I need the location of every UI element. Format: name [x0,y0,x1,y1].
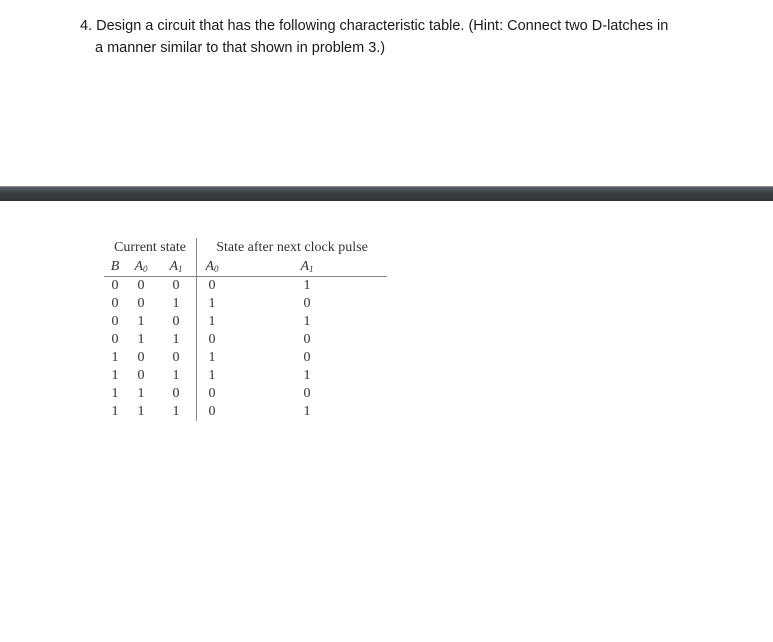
next-state-header: State after next clock pulse [197,238,388,258]
cell-a1: 0 [172,386,180,401]
cell-b: 0 [111,278,119,293]
table-row [104,277,387,296]
col-header-next-a0: $A_0$ [197,258,228,277]
cell-next-a1: 0 [303,386,311,401]
cell-next-a1: 1 [303,278,311,293]
cell-next-a0: 1 [197,367,228,385]
section-divider-bar [0,186,773,201]
group-header-row [104,238,387,258]
cell-next-a0: 0 [197,385,228,403]
cell-a1: 0 [172,278,180,293]
cell-b: 0 [111,296,119,311]
cell-a0: 0 [137,278,145,293]
cell-next-a0: 1 [197,349,228,367]
cell-a0: 0 [137,368,145,383]
table-row [104,331,387,349]
cell-next-a0: 1 [197,295,228,313]
table-row [104,367,387,385]
cell-b: 1 [111,386,119,401]
col-header-next-a1: $A_1$ [227,258,387,277]
cell-next-a1: 0 [303,296,311,311]
cell-a1: 1 [172,404,180,419]
cell-next-a1: 1 [303,314,311,329]
table-row [104,403,387,421]
col-header-a1: $A_1$ [156,258,197,277]
characteristic-table [104,238,387,421]
cell-a0: 0 [137,296,145,311]
question-number: 4. [80,18,93,34]
cell-b: 0 [111,314,119,329]
cell-a0: 1 [137,404,145,419]
cell-b: 1 [111,350,119,365]
cell-a0: 1 [137,332,145,347]
sub-header-row [104,258,387,277]
col-header-a0: $A_0$ [126,258,156,277]
cell-next-a1: 0 [303,332,311,347]
table-row [104,313,387,331]
cell-a0: 1 [137,314,145,329]
cell-next-a0: 0 [197,331,228,349]
cell-next-a1: 1 [303,368,311,383]
characteristic-table-container [104,238,387,421]
cell-b: 1 [111,368,119,383]
cell-next-a1: 0 [303,350,311,365]
table-row [104,349,387,367]
current-state-header: Current state [114,240,186,255]
cell-b: 1 [111,404,119,419]
cell-b: 0 [111,332,119,347]
cell-a0: 1 [137,386,145,401]
col-header-b: B [104,258,126,277]
cell-a1: 1 [172,332,180,347]
cell-a1: 0 [172,350,180,365]
table-row [104,385,387,403]
cell-next-a0: 0 [197,277,228,296]
question-text [80,15,720,59]
table-row [104,295,387,313]
question-line-2: a manner similar to that shown in problem 3.) [95,40,386,56]
cell-a1: 1 [172,368,180,383]
cell-a1: 1 [172,296,180,311]
cell-next-a0: 1 [197,313,228,331]
cell-next-a0: 0 [197,403,228,421]
cell-a0: 0 [137,350,145,365]
cell-a1: 0 [172,314,180,329]
cell-next-a1: 1 [303,404,311,419]
question-line-1: Design a circuit that has the following characteristic table. (Hint: Connect two D-latches in [96,18,669,34]
